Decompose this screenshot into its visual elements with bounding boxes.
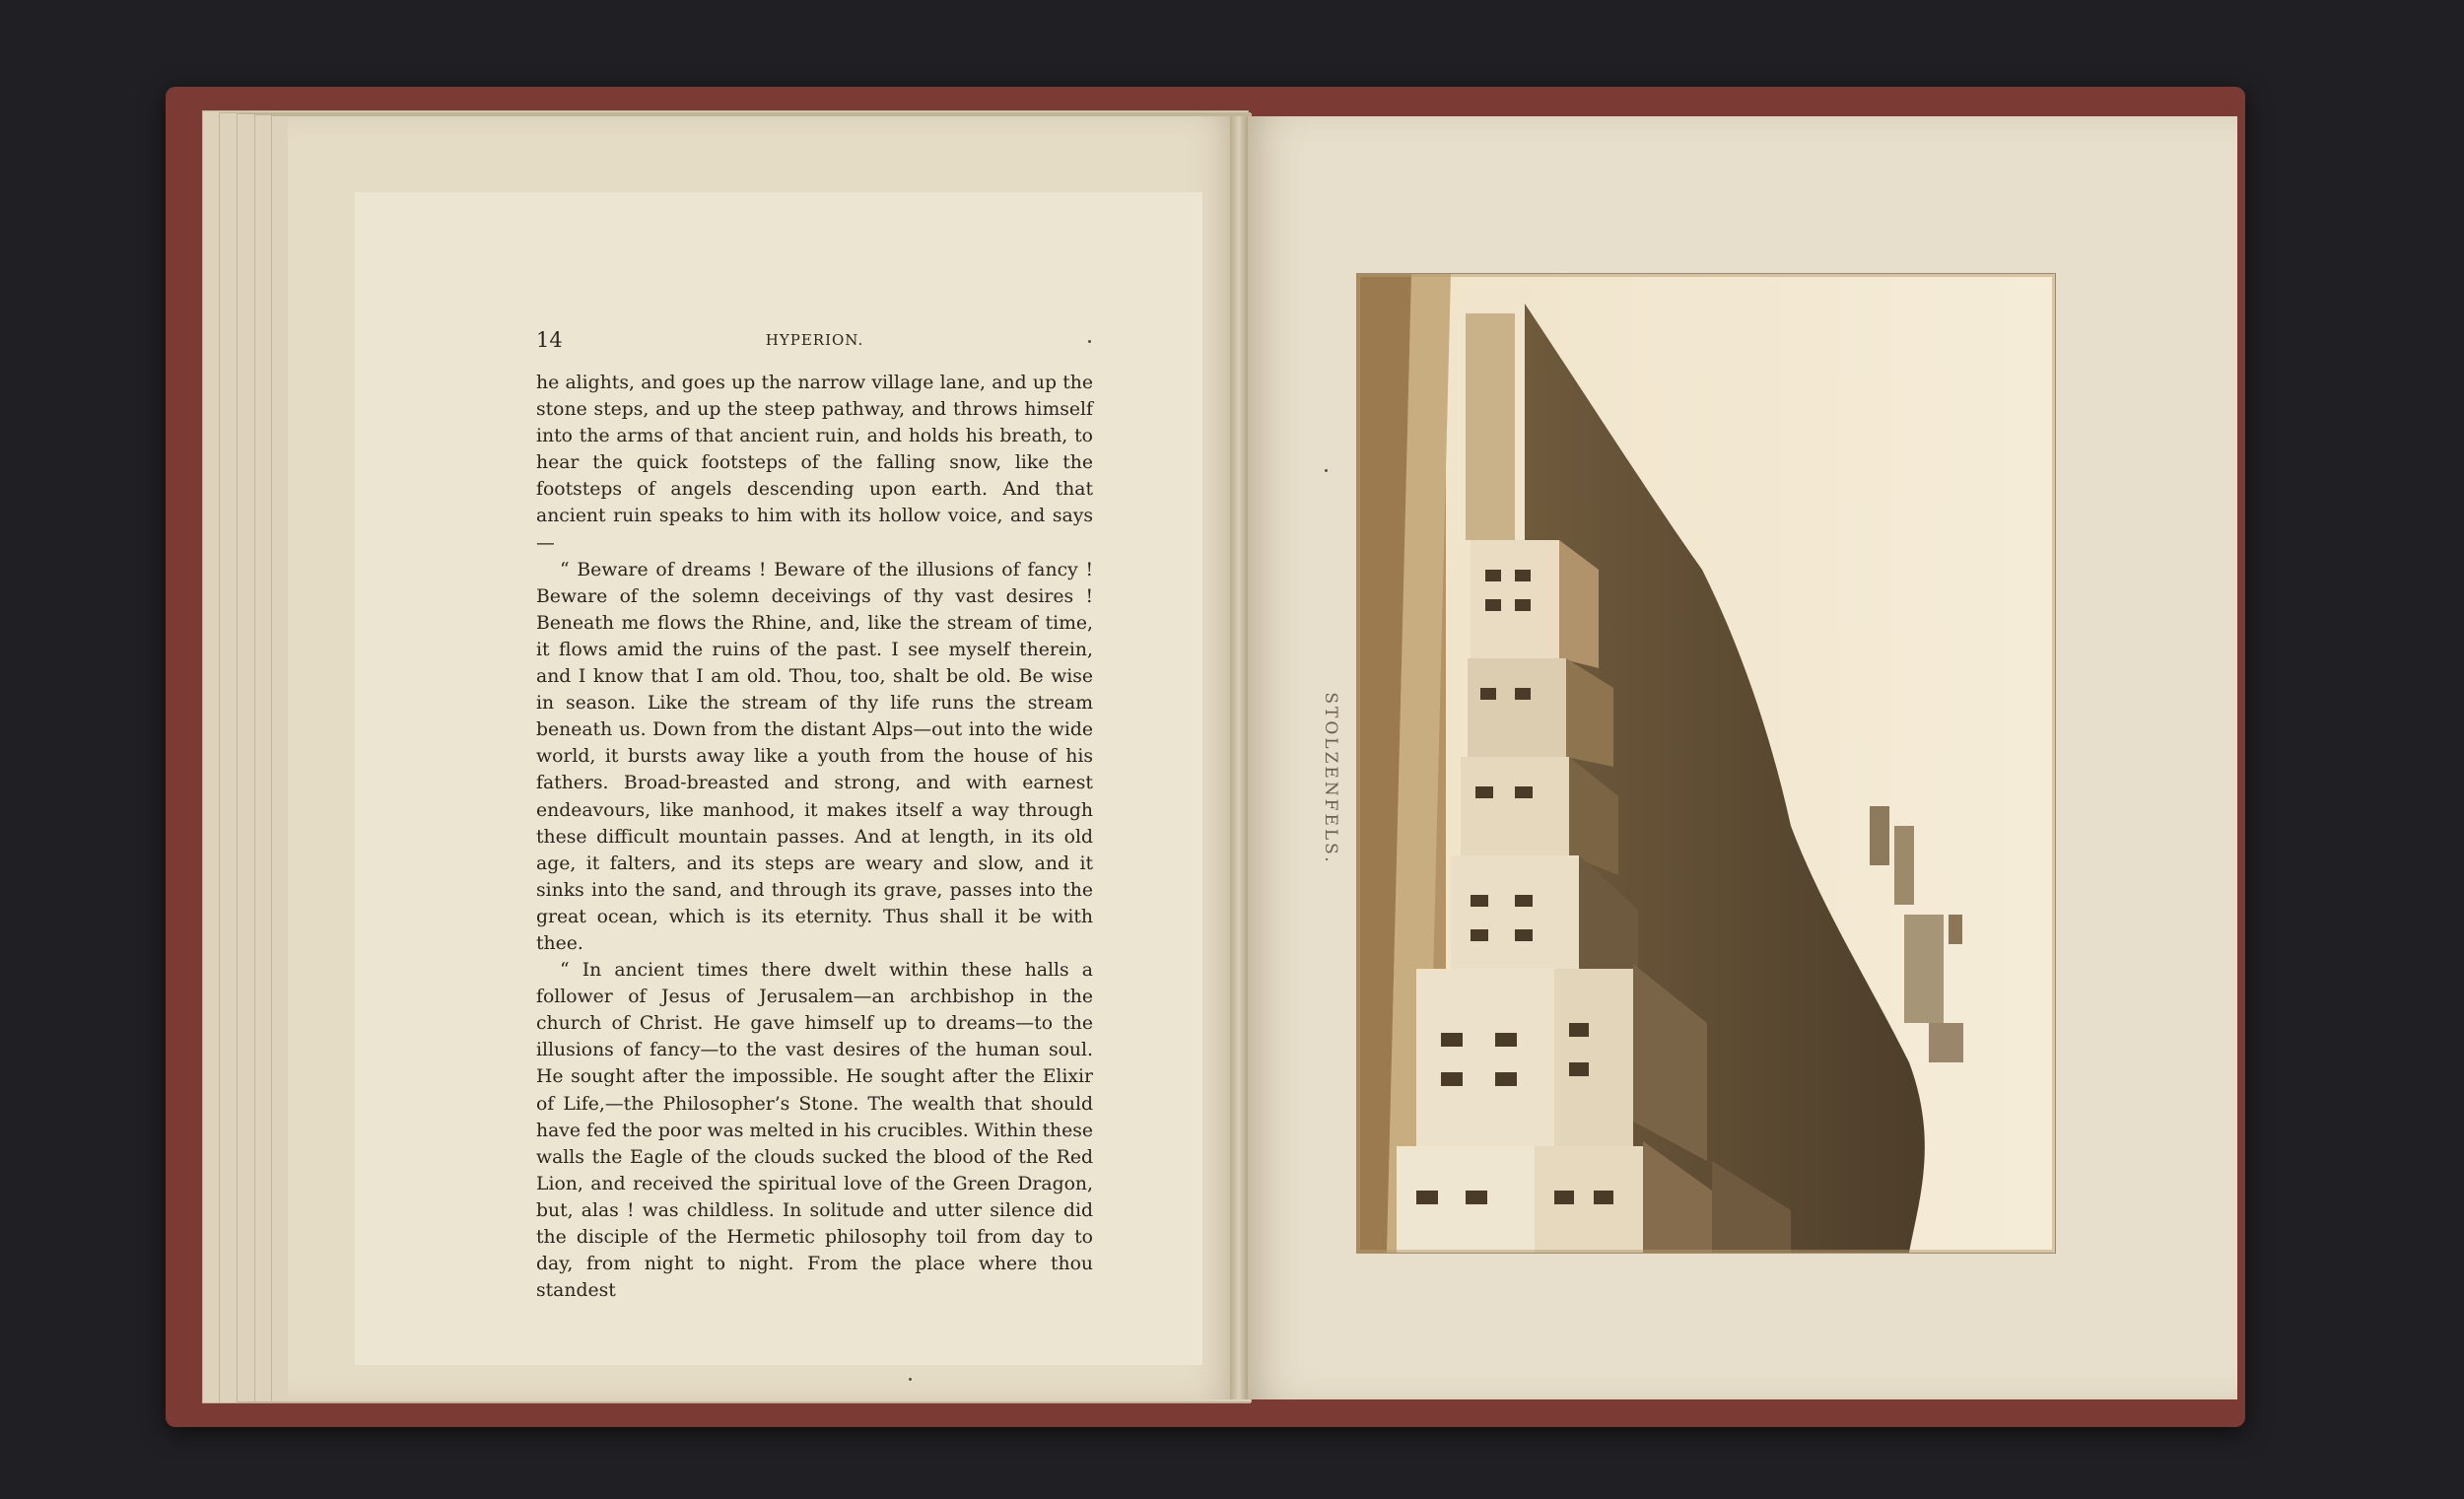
running-title: HYPERION. [765,331,864,349]
body-text [536,370,1093,1304]
page-number: 14 [536,328,563,352]
paper-speck [1088,340,1091,343]
paragraph: “ In ancient times there dwelt within these halls a follower of Jesus of Jerusalem—an archbishop in the church of Christ. He gave himself up to dreams—to the illusions of fancy—to the vast desires of the human soul. He sought after the impossible. He sought after the Elixir of Life,—the Philosopher’s Stone. The wealth that should have fed the poor was melted in his crucibles. Within these walls the Eagle of the clouds sucked the blood of the Red Lion, and received the spiritual love of the Green Dragon, but, alas ! was childless. In solitude and utter silence did the disciple of the Hermetic philosophy toil from day to day, from night to night. From the place where thou standest [536,960,1093,1302]
caption-text: STOLZENFELS. [1321,692,1340,865]
photograph-image [1357,274,2055,1253]
paragraph: “ Beware of dreams ! Beware of the illusions of fancy ! Beware of the solemn deceivings of thy vast desires ! Beneath me flows the Rhine, and, like the stream of time, it flows amid the ruins of the past. I see myself therein, and I know that I am old. Thou, too, shalt be old. Be wise in season. Like the stream of thy life runs the stream beneath us. Down from the distant Alps—out into the wide world, it bursts away like a youth from the house of his fathers. Broad-breasted and strong, and with earnest endeavours, like manhood, it makes itself a way through these difficult mountain passes. And at length, in its old age, it falters, and its steps are weary and slow, and it sinks into the sand, and through its grave, passes into the great ocean, which is its eternity. Thus shall it be with thee. [536,559,1093,954]
book-gutter [1230,116,1248,1399]
paper-speck [1325,469,1328,472]
paragraph: he alights, and goes up the narrow village lane, and up the stone steps, and up the steep pathway, and throws himself into the arms of that ancient ruin, and holds his breath, to hear the quick footsteps of the falling snow, like the footsteps of angels descending upon earth. And that ancient ruin speaks to him with its hollow voice, and says— [536,373,1093,554]
running-head [536,328,1093,356]
photo-caption [1311,685,1350,872]
paper-speck [909,1378,912,1381]
mounted-photograph [1356,273,2056,1254]
